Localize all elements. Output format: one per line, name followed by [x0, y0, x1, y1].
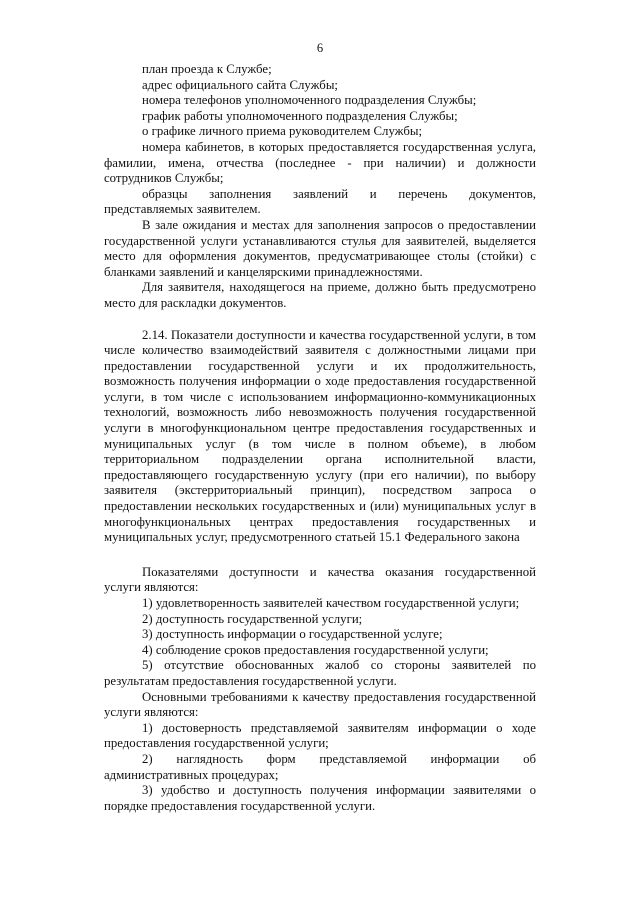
- paragraph: Для заявителя, находящегося на приеме, должно быть предусмотрено место для раскладки документов.: [104, 280, 536, 310]
- page-content: [104, 62, 536, 814]
- list-item: 3) удобство и доступность получения информации заявителями о порядке предоставления государственной услуги.: [104, 783, 536, 813]
- list-item: 1) достоверность представляемой заявителям информации о ходе предоставления государственной услуги;: [104, 720, 536, 751]
- section-gap: [104, 312, 536, 328]
- page-number: 6: [316, 41, 324, 55]
- list-item: 2) доступность государственной услуги;: [142, 611, 363, 626]
- section-2-14-paragraph: 2.14. Показатели доступности и качества государственной услуги, в том числе количество взаимодействий заявителя с должностными лицами при предоставлении государственной услуги и их продолжительность, возможность получения информации о ходе предоставления государственной услуги, в том числе с использованием информационно-коммуникационных технологий, возможность либо невозможность получения государственной услуги в многофункциональном центре предоставления государственных и муниципальных услуг (в том числе в полном объеме), в любом территориальном подразделении органа исполнительной власти, предоставляющего государственную услугу (при его наличии), по выбору заявителя (экстерриториальный принцип), посредством запроса о предоставлении нескольких государственных и (или) муниципальных услуг в многофункциональных центрах предоставления государственных и муниципальных услуг, предусмотренного статьей 15.1 Федерального закона: [104, 327, 536, 545]
- paragraph: образцы заполнения заявлений и перечень документов, представляемых заявителем.: [104, 186, 536, 217]
- paragraph: план проезда к Службе;: [142, 62, 272, 76]
- paragraph: номера кабинетов, в которых предоставляется государственная услуга, фамилии, имена, отчества (последнее - при наличии) и должности сотрудников Службы;: [104, 139, 536, 186]
- list-item: 2) наглядность форм представляемой информации об административных процедурах;: [104, 751, 536, 782]
- paragraph: номера телефонов уполномоченного подразделения Службы;: [142, 93, 477, 108]
- paragraph: о графике личного приема руководителем Службы;: [142, 124, 423, 139]
- list-item: 1) удовлетворенность заявителей качеством государственной услуги;: [142, 596, 520, 610]
- paragraph: график работы уполномоченного подразделения Службы;: [142, 108, 458, 123]
- paragraph: Показателями доступности и качества оказания государственной услуги являются:: [104, 564, 536, 595]
- list-item: 3) доступность информации о государственной услуге;: [142, 627, 443, 642]
- paragraph: В зале ожидания и местах для заполнения запросов о предоставлении государственной услуги устанавливаются стулья для заявителей, выделяется место для оформления документов, предусматривающее столы (стойки) с бланками заявлений и канцелярскими принадлежностями.: [104, 217, 536, 279]
- list-item: 5) отсутствие обоснованных жалоб со стороны заявителей по результатам предоставления государственной услуги.: [104, 658, 536, 688]
- paragraph: адрес официального сайта Службы;: [142, 77, 338, 92]
- section-gap: [104, 546, 536, 565]
- paragraph: Основными требованиями к качеству предоставления государственной услуги являются:: [104, 689, 536, 720]
- list-item: 4) соблюдение сроков предоставления государственной услуги;: [142, 642, 489, 657]
